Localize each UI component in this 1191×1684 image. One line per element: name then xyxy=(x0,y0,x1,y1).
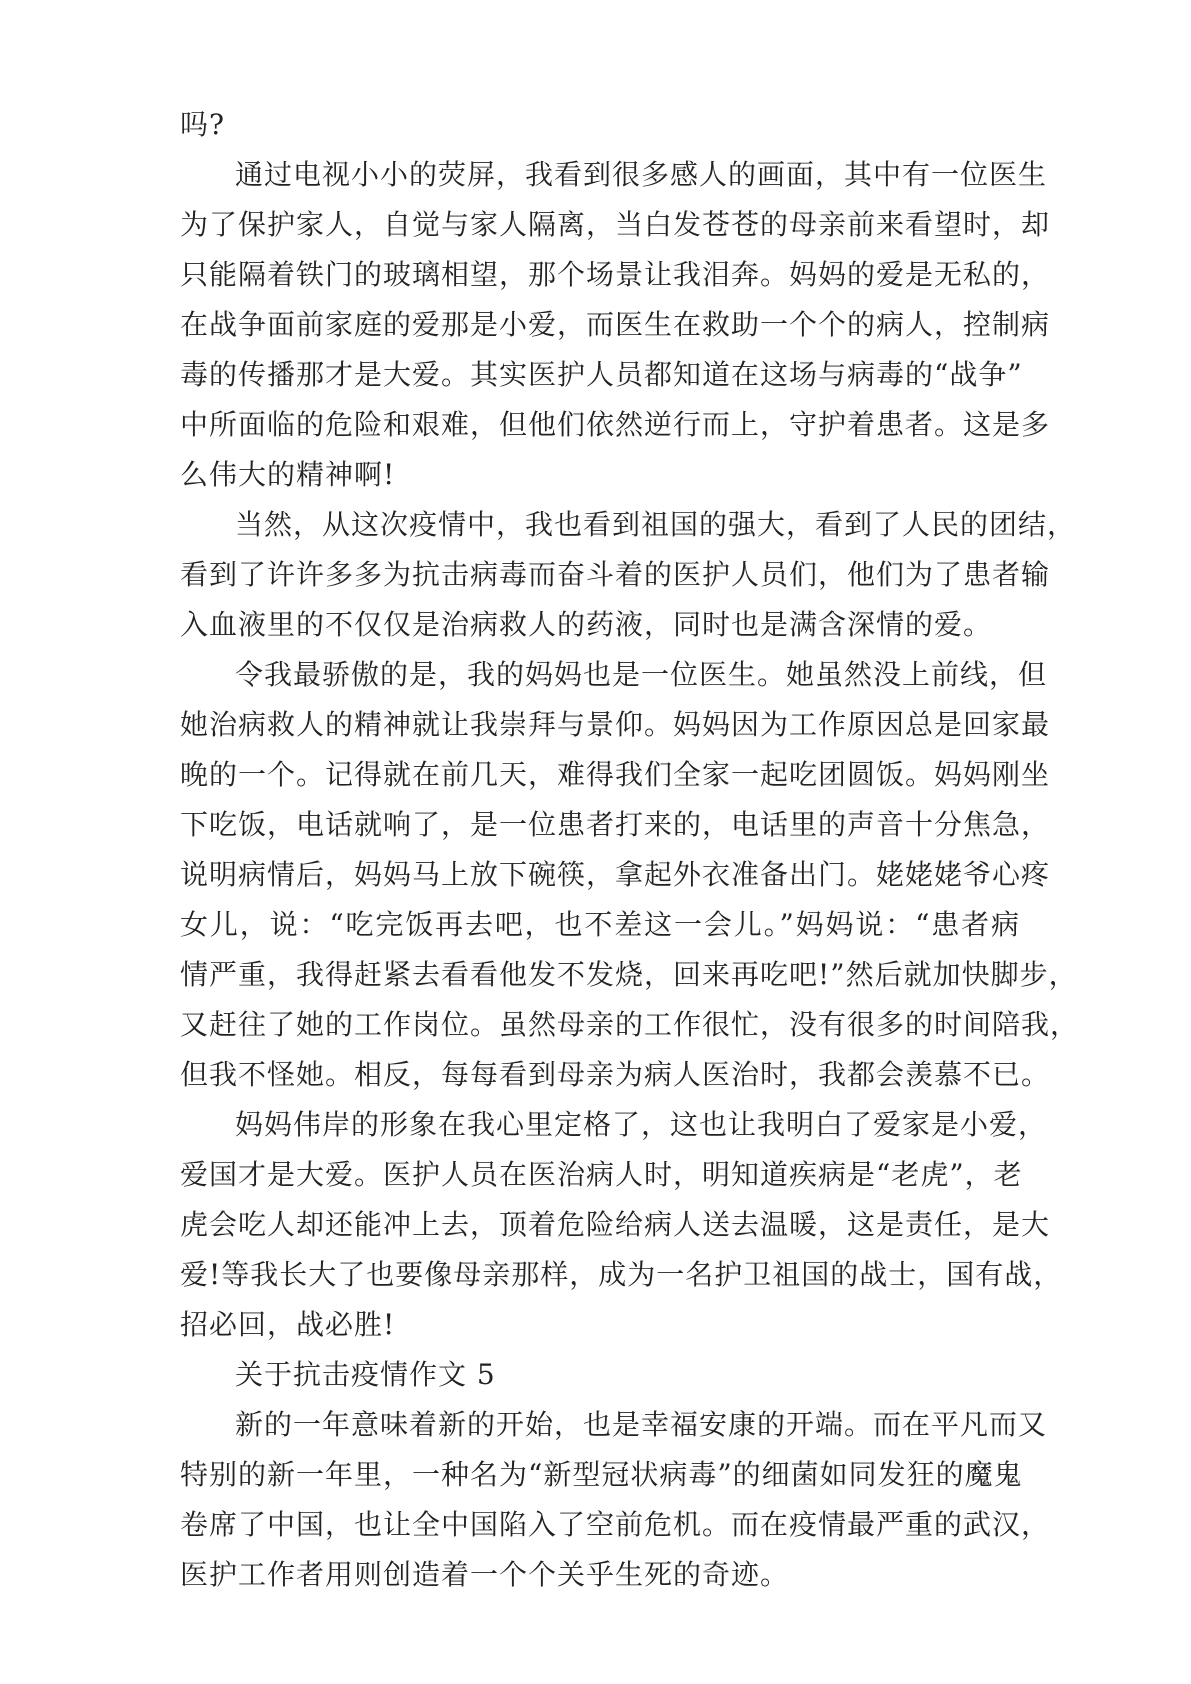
text-line: 晚的一个。记得就在前几天，难得我们全家一起吃团圆饭。妈妈刚坐 xyxy=(180,758,1051,791)
text-line: 情严重，我得赶紧去看看他发不发烧，回来再吃吧!”然后就加快脚步， xyxy=(180,958,1078,991)
text-line: 虎会吃人却还能冲上去，顶着危险给病人送去温暖，这是责任，是大 xyxy=(180,1208,1051,1241)
section-heading: 关于抗击疫情作文 5 xyxy=(235,1358,496,1391)
essay-body xyxy=(180,100,1080,1600)
text-line: 招必回，战必胜! xyxy=(180,1308,396,1341)
text-line: 为了保护家人，自觉与家人隔离，当白发苍苍的母亲前来看望时，却 xyxy=(180,208,1051,241)
text-line: 卷席了中国，也让全中国陷入了空前危机。而在疫情最严重的武汉， xyxy=(180,1508,1051,1541)
text-line: 又赶往了她的工作岗位。虽然母亲的工作很忙，没有很多的时间陪我， xyxy=(180,1008,1080,1041)
text-line: 在战争面前家庭的爱那是小爱，而医生在救助一个个的病人，控制病 xyxy=(180,308,1051,341)
text-line: 吗? xyxy=(180,108,226,141)
paragraph-start-line: 通过电视小小的荧屏，我看到很多感人的画面，其中有一位医生 xyxy=(235,158,1048,191)
text-line: 中所面临的危险和艰难，但他们依然逆行而上，守护着患者。这是多 xyxy=(180,408,1051,441)
text-line: 特别的新一年里，一种名为“新型冠状病毒”的细菌如同发狂的魔鬼 xyxy=(180,1458,1023,1491)
paragraph-start-line: 当然，从这次疫情中，我也看到祖国的强大，看到了人民的团结， xyxy=(235,508,1077,541)
text-line: 她治病救人的精神就让我崇拜与景仰。妈妈因为工作原因总是回家最 xyxy=(180,708,1051,741)
text-line: 爱国才是大爱。医护人员在医治病人时，明知道疾病是“老虎”，老 xyxy=(180,1158,1023,1191)
text-line: 女儿，说：“吃完饭再去吧，也不差这一会儿。”妈妈说：“患者病 xyxy=(180,908,1020,941)
text-line: 医护工作者用则创造着一个个关乎生死的奇迹。 xyxy=(180,1558,790,1591)
text-line: 么伟大的精神啊! xyxy=(180,458,396,491)
text-line: 入血液里的不仅仅是治病救人的药液，同时也是满含深情的爱。 xyxy=(180,608,993,641)
paragraph-start-line: 妈妈伟岸的形象在我心里定格了，这也让我明白了爱家是小爱， xyxy=(235,1108,1048,1141)
text-line: 但我不怪她。相反，每每看到母亲为病人医治时，我都会羡慕不已。 xyxy=(180,1058,1051,1091)
text-line: 只能隔着铁门的玻璃相望，那个场景让我泪奔。妈妈的爱是无私的， xyxy=(180,258,1051,291)
text-line: 爱!等我长大了也要像母亲那样，成为一名护卫祖国的战士，国有战， xyxy=(180,1258,1063,1291)
text-line: 看到了许许多多为抗击病毒而奋斗着的医护人员们，他们为了患者输 xyxy=(180,558,1051,591)
text-line: 毒的传播那才是大爱。其实医护人员都知道在这场与病毒的“战争” xyxy=(180,358,1023,391)
text-line: 下吃饭，电话就响了，是一位患者打来的，电话里的声音十分焦急， xyxy=(180,808,1051,841)
paragraph-start-line: 新的一年意味着新的开始，也是幸福安康的开端。而在平凡而又 xyxy=(235,1408,1048,1441)
text-line: 说明病情后，妈妈马上放下碗筷，拿起外衣准备出门。姥姥姥爷心疼 xyxy=(180,858,1051,891)
paragraph-start-line: 令我最骄傲的是，我的妈妈也是一位医生。她虽然没上前线，但 xyxy=(235,658,1048,691)
